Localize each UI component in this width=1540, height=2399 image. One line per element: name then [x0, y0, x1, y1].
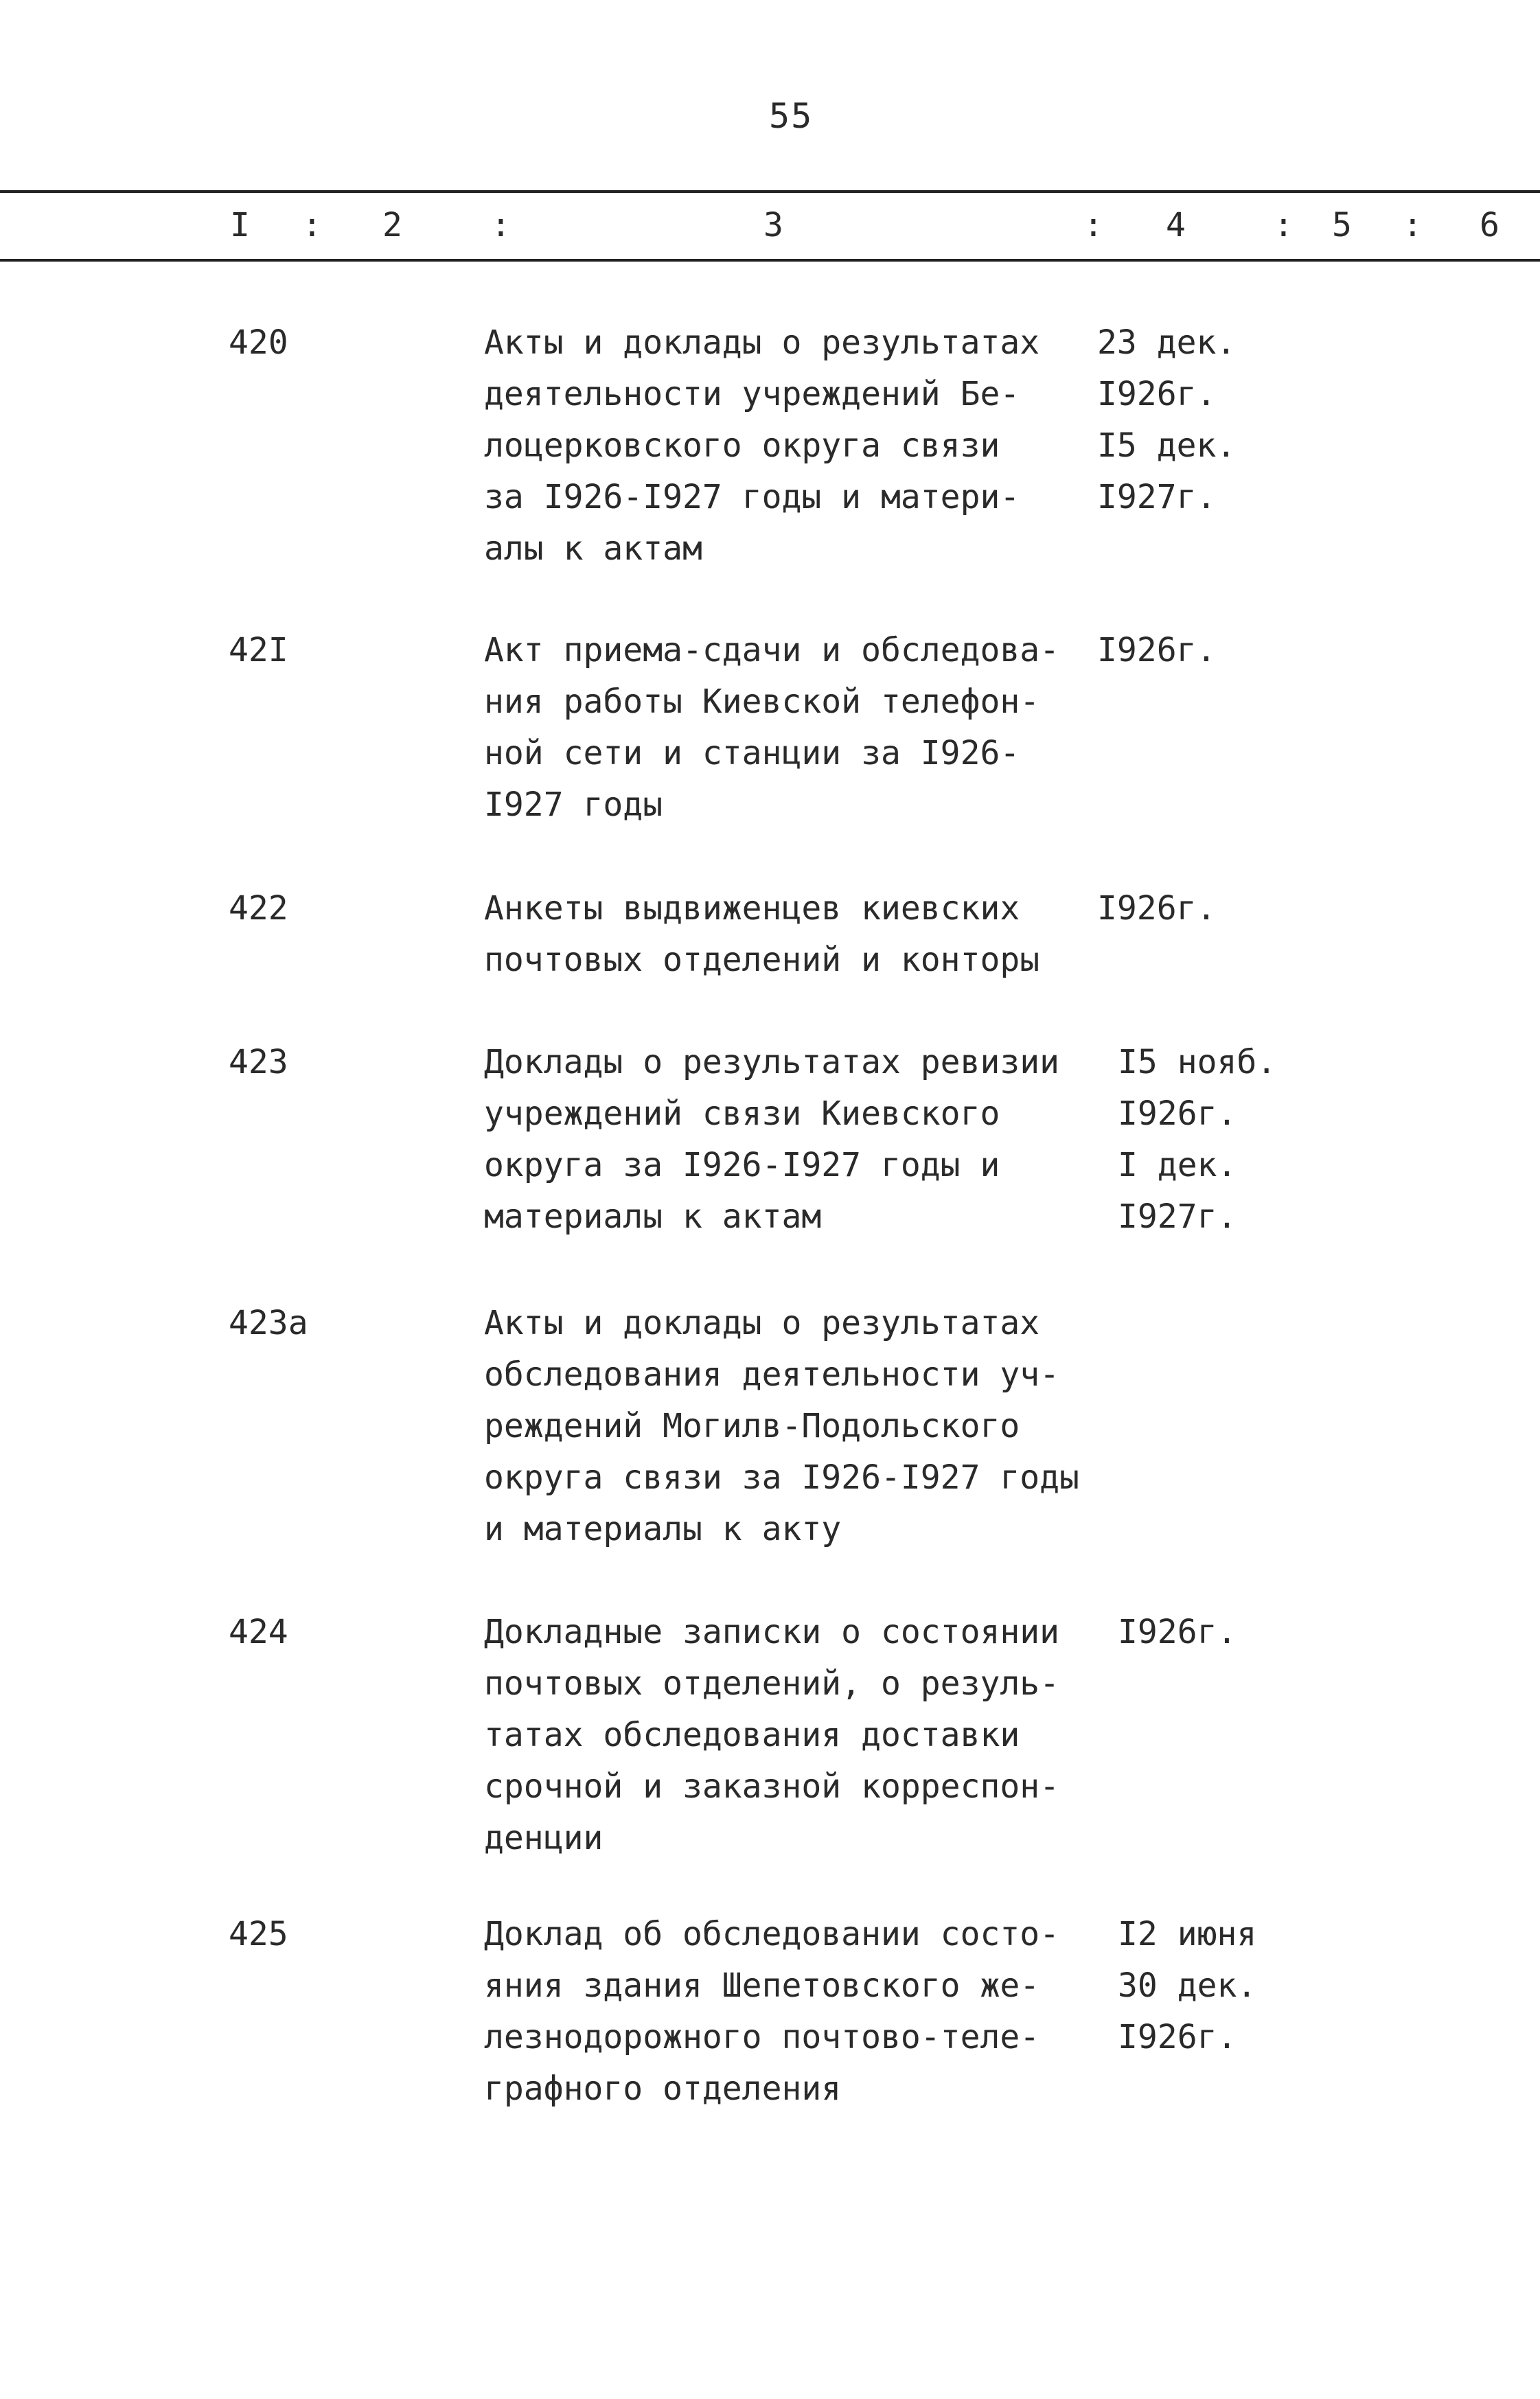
column-separator: : — [1083, 206, 1103, 244]
entry-date-line: I926г. — [1097, 889, 1217, 928]
entry-title-line: почтовых отделений и конторы — [484, 941, 1040, 979]
entry-title-line: за I926-I927 годы и матери- — [484, 478, 1020, 516]
column-separator: : — [1403, 206, 1423, 244]
entry-title-line: обследования деятельности уч- — [484, 1355, 1060, 1394]
entry-title-line: материалы к актам — [484, 1197, 822, 1236]
entry-date-line: I2 июня — [1118, 1915, 1257, 1953]
entry-title-line: Докладные записки о состоянии — [484, 1613, 1060, 1651]
entry-number: 423 — [229, 1043, 288, 1081]
entry-date-line: I926г. — [1097, 631, 1217, 669]
entry-title-line: яния здания Шепетовского же- — [484, 1966, 1040, 2005]
entry-date-line: I926г. — [1118, 2018, 1237, 2056]
column-separator: : — [302, 206, 322, 244]
entry-title-line: Акты и доклады о результатах — [484, 323, 1040, 362]
entry-title-line: почтовых отделений, о резуль- — [484, 1664, 1060, 1703]
entry-title-line: учреждений связи Киевского — [484, 1094, 1000, 1133]
entry-title-line: I927 годы — [484, 785, 663, 824]
entry-date-line: I5 нояб. — [1118, 1043, 1277, 1081]
entry-date-line: I5 дек. — [1097, 426, 1237, 465]
page-number: 55 — [769, 96, 814, 136]
entry-title-line: Акт приема-сдачи и обследова- — [484, 631, 1060, 669]
entry-date-line: I926г. — [1118, 1613, 1237, 1651]
entry-dates — [1118, 1037, 1276, 1243]
header-top-rule — [0, 190, 1540, 193]
entry-title — [484, 1037, 1059, 1243]
entry-title-line: лезнодорожного почтово-теле- — [484, 2018, 1040, 2056]
entry-number: 423а — [229, 1304, 308, 1342]
entry-title-line: и материалы к акту — [484, 1510, 842, 1548]
entry-title — [484, 1298, 1079, 1555]
entry-title-line: Акты и доклады о результатах — [484, 1304, 1040, 1342]
entry-number: 42I — [229, 631, 288, 669]
entry-title — [484, 1909, 1059, 2115]
entry-dates — [1097, 625, 1216, 676]
entry-title-line: Анкеты выдвиженцев киевских — [484, 889, 1020, 928]
entry-title — [484, 317, 1039, 575]
entry-title-line: деятельности учреждений Бе- — [484, 375, 1020, 413]
entry-title-line: татах обследования доставки — [484, 1716, 1020, 1754]
entry-date-line: I926г. — [1097, 375, 1217, 413]
entry-title-line: ной сети и станции за I926- — [484, 734, 1020, 772]
column-header-3: 3 — [763, 206, 783, 244]
column-separator: : — [1274, 206, 1294, 244]
header-bottom-rule — [0, 259, 1540, 262]
entry-number: 422 — [229, 889, 288, 928]
entry-title — [484, 883, 1039, 986]
column-header-4: 4 — [1166, 206, 1186, 244]
entry-title-line: округа связи за I926-I927 годы — [484, 1458, 1079, 1497]
entry-title-line: Доклады о результатах ревизии — [484, 1043, 1060, 1081]
column-header-1: I — [230, 206, 250, 244]
entry-title-line: Доклад об обследовании состо- — [484, 1915, 1060, 1953]
entry-date-line: I926г. — [1118, 1094, 1237, 1133]
entry-number: 425 — [229, 1915, 288, 1953]
entry-title-line: денции — [484, 1819, 604, 1857]
entry-dates — [1097, 883, 1216, 934]
entry-title-line: реждений Могилв-Подольского — [484, 1407, 1020, 1445]
column-header-2: 2 — [382, 206, 402, 244]
column-separator: : — [491, 206, 511, 244]
entry-date-line: I927г. — [1097, 478, 1217, 516]
entry-title-line: алы к актам — [484, 529, 702, 568]
entry-date-line: I927г. — [1118, 1197, 1237, 1236]
entry-dates — [1097, 317, 1236, 523]
entry-number: 424 — [229, 1613, 288, 1651]
entry-title — [484, 1607, 1059, 1864]
entry-date-line: I дек. — [1118, 1146, 1237, 1184]
entry-title-line: округа за I926-I927 годы и — [484, 1146, 1000, 1184]
entry-title-line: ния работы Киевской телефон- — [484, 682, 1040, 721]
entry-title-line: графного отделения — [484, 2069, 842, 2108]
entry-date-line: 30 дек. — [1118, 1966, 1257, 2005]
column-header-5: 5 — [1332, 206, 1352, 244]
entry-title-line: лоцерковского округа связи — [484, 426, 1000, 465]
entry-title-line: срочной и заказной корреспон- — [484, 1767, 1060, 1806]
entry-dates — [1118, 1909, 1256, 2063]
entry-number: 420 — [229, 323, 288, 362]
entry-title — [484, 625, 1059, 831]
entry-date-line: 23 дек. — [1097, 323, 1237, 362]
entry-dates — [1118, 1607, 1237, 1658]
column-header-6: 6 — [1480, 206, 1499, 244]
